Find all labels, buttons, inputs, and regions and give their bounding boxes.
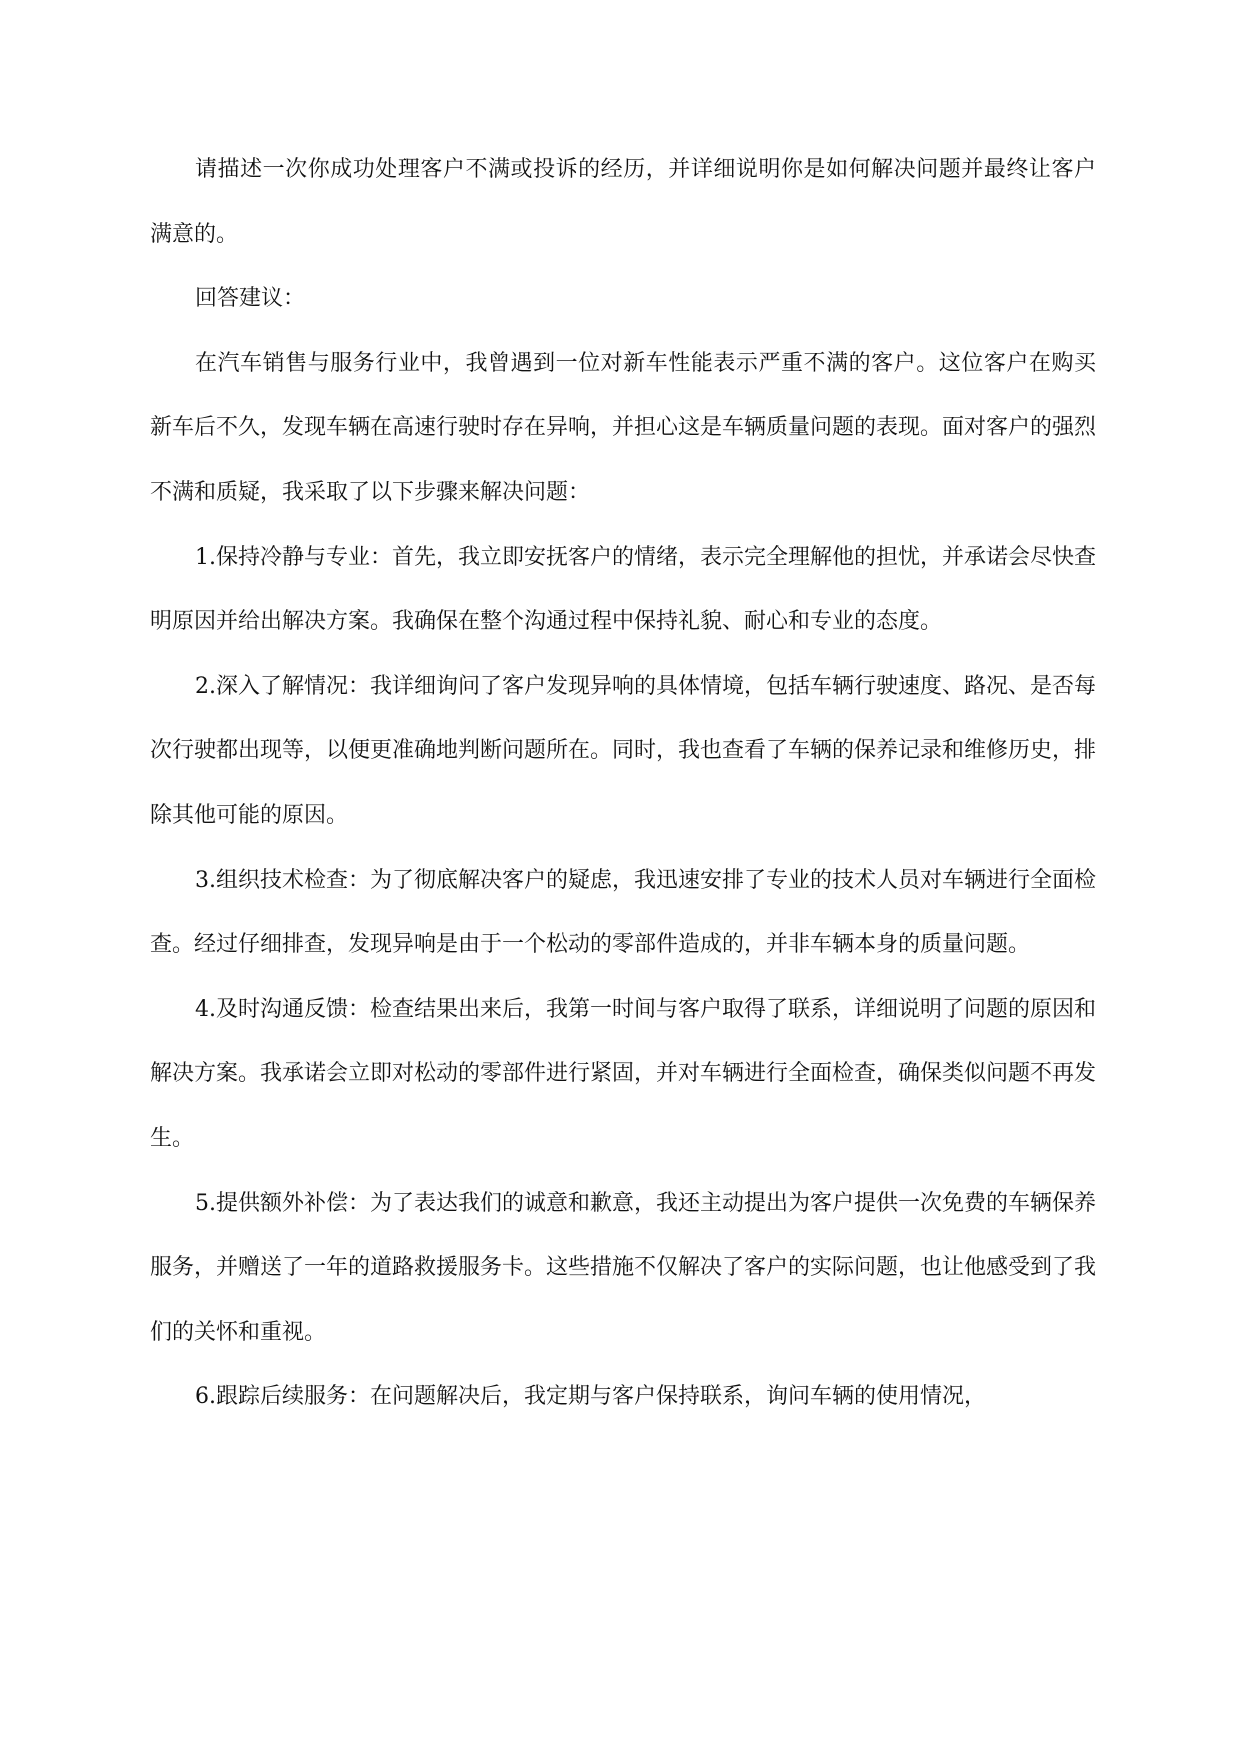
step-5-paragraph: 5.提供额外补偿：为了表达我们的诚意和歉意，我还主动提出为客户提供一次免费的车辆保养服务，并赠送了一年的道路救援服务卡。这些措施不仅解决了客户的实际问题，也让他感受到了我们的关怀和重视。 <box>150 1190 1097 1345</box>
step-6-paragraph: 6.跟踪后续服务：在问题解决后，我定期与客户保持联系，询问车辆的使用情况， <box>195 1384 986 1410</box>
answer-heading: 回答建议： <box>195 286 306 312</box>
step-1-paragraph: 1.保持冷静与专业：首先，我立即安抚客户的情绪，表示完全理解他的担忧，并承诺会尽快查明原因并给出解决方案。我确保在整个沟通过程中保持礼貌、耐心和专业的态度。 <box>150 544 1096 635</box>
intro-paragraph: 在汽车销售与服务行业中，我曾遇到一位对新车性能表示严重不满的客户。这位客户在购买新车后不久，发现车辆在高速行驶时存在异响，并担心这是车辆质量问题的表现。面对客户的强烈不满和质疑，我采取了以下步骤来解决问题： <box>150 350 1097 505</box>
step-3-paragraph: 3.组织技术检查：为了彻底解决客户的疑虑，我迅速安排了专业的技术人员对车辆进行全面检查。经过仔细排查，发现异响是由于一个松动的零部件造成的，并非车辆本身的质量问题。 <box>150 867 1096 958</box>
step-4-paragraph: 4.及时沟通反馈：检查结果出来后，我第一时间与客户取得了联系，详细说明了问题的原因和解决方案。我承诺会立即对松动的零部件进行紧固，并对车辆进行全面检查，确保类似问题不再发生。 <box>150 996 1097 1151</box>
question-paragraph: 请描述一次你成功处理客户不满或投诉的经历，并详细说明你是如何解决问题并最终让客户满意的。 <box>150 157 1096 247</box>
document-page <box>150 138 1096 1430</box>
step-2-paragraph: 2.深入了解情况：我详细询问了客户发现异响的具体情境，包括车辆行驶速度、路况、是否每次行驶都出现等，以便更准确地判断问题所在。同时，我也查看了车辆的保养记录和维修历史，排除其他可能的原因。 <box>150 673 1097 828</box>
